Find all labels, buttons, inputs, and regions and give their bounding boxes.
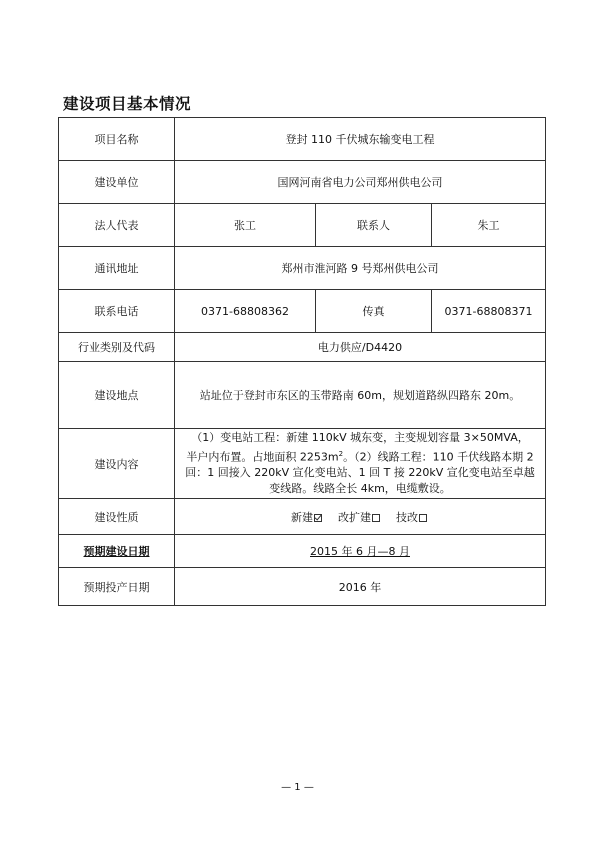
address-label: 通讯地址	[59, 247, 175, 290]
fax-value: 0371-68808371	[432, 290, 546, 333]
contact-label: 联系人	[316, 204, 432, 247]
industry-label: 行业类别及代码	[59, 333, 175, 362]
planned-date-label: 预期建设日期	[59, 535, 175, 568]
phone-value: 0371-68808362	[175, 290, 316, 333]
table-row	[59, 247, 546, 290]
option-new-checkbox[interactable]	[314, 514, 322, 522]
industry-value: 电力供应/D4420	[175, 333, 546, 362]
option-upgrade-checkbox[interactable]	[419, 514, 427, 522]
table-row	[59, 161, 546, 204]
table-row	[59, 362, 546, 429]
project-name-value: 登封 110 千伏城东输变电工程	[175, 118, 546, 161]
operation-date-value: 2016 年	[175, 568, 546, 606]
project-name-label: 项目名称	[59, 118, 175, 161]
content-label: 建设内容	[59, 429, 175, 499]
legal-rep-label: 法人代表	[59, 204, 175, 247]
planned-date-value: 2015 年 6 月—8 月	[175, 535, 546, 568]
table-row	[59, 333, 546, 362]
option-expand-checkbox[interactable]	[372, 514, 380, 522]
nature-label: 建设性质	[59, 499, 175, 535]
content-line-4: 变线路。线路全长 4km，电缆敷设。	[269, 482, 451, 496]
option-upgrade-label: 技改	[396, 510, 419, 524]
contact-value: 朱工	[432, 204, 546, 247]
content-line-1: （1）变电站工程：新建 110kV 城东变，主变规划容量 3×50MVA，	[191, 430, 529, 444]
legal-rep-value: 张工	[175, 204, 316, 247]
page-number: — 1 —	[281, 782, 314, 793]
option-new-label: 新建	[291, 510, 314, 524]
address-value: 郑州市淮河路 9 号郑州供电公司	[175, 247, 546, 290]
table-row	[59, 499, 546, 535]
phone-label: 联系电话	[59, 290, 175, 333]
operation-date-label: 预期投产日期	[59, 568, 175, 606]
option-expand-label: 改扩建	[338, 510, 372, 524]
construction-unit-label: 建设单位	[59, 161, 175, 204]
project-info-table	[58, 117, 546, 606]
fax-label: 传真	[316, 290, 432, 333]
table-row	[59, 429, 546, 499]
construction-unit-value: 国网河南省电力公司郑州供电公司	[175, 161, 546, 204]
table-row	[59, 204, 546, 247]
table-row	[59, 290, 546, 333]
table-row	[59, 568, 546, 606]
content-line-2: 半户内布置。占地面积 $2253m^2$。（2）线路工程：110 千伏线路本期 2	[186, 449, 534, 464]
table-row	[59, 535, 546, 568]
content-value	[175, 429, 546, 499]
content-line-3: 回：1 回接入 220kV 宣化变电站、1 回 T 接 220kV 宣化变电站至卓越	[185, 466, 535, 480]
nature-options	[175, 499, 546, 535]
table-row	[59, 118, 546, 161]
page-title: 建设项目基本情况	[63, 95, 192, 113]
location-label: 建设地点	[59, 362, 175, 429]
location-value: 站址位于登封市东区的玉带路南 60m，规划道路纵四路东 20m。	[175, 362, 546, 429]
